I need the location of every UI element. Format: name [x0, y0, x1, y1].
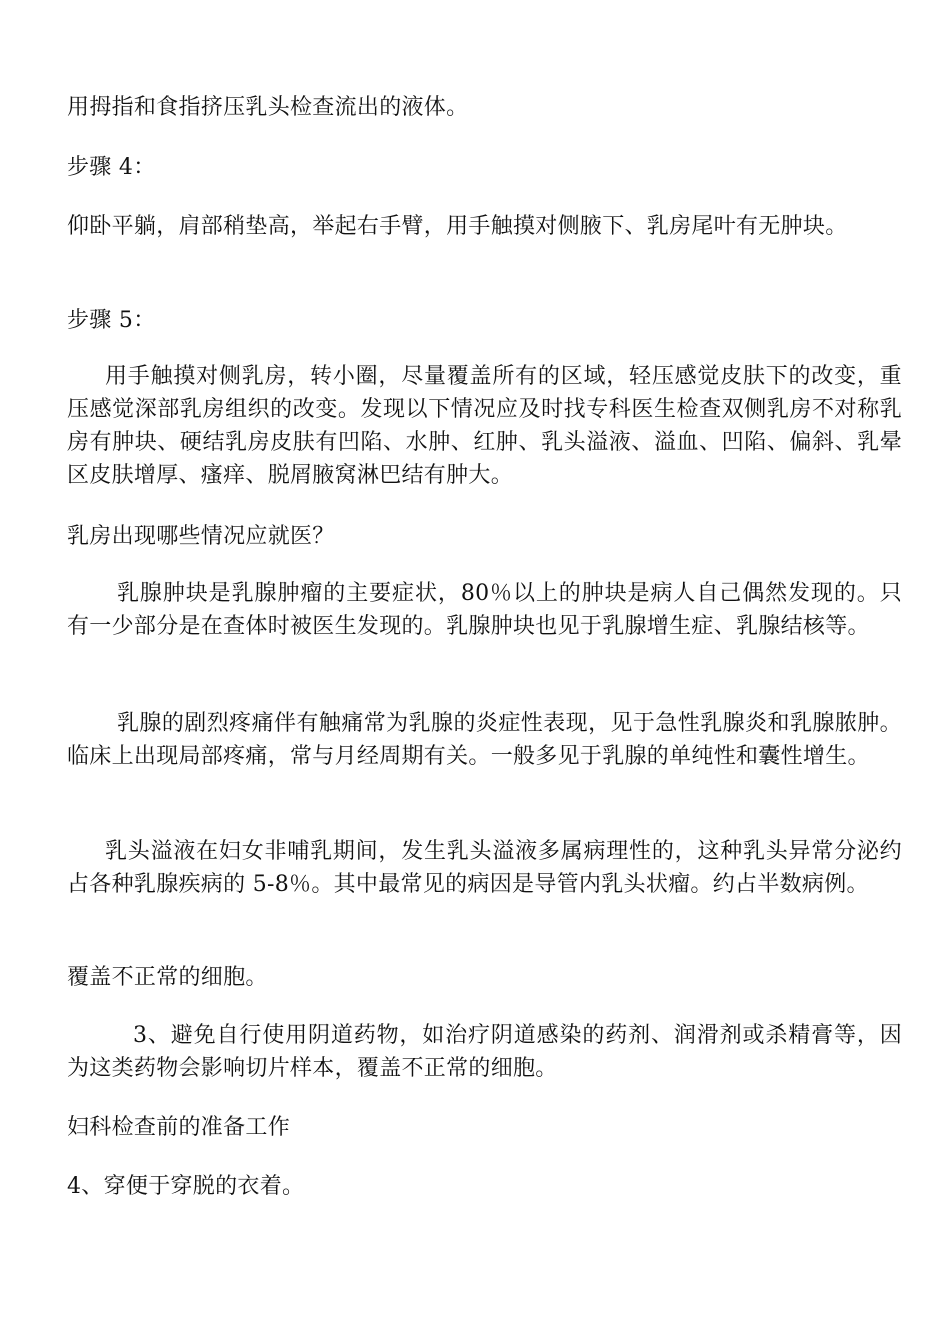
paragraph-breast-lump: 乳腺肿块是乳腺肿瘤的主要症状，80％以上的肿块是病人自己偶然发现的。只有一少部分是在查体时被医生发现的。乳腺肿块也见于乳腺增生症、乳腺结核等。: [67, 581, 902, 639]
paragraph-avoid-vaginal-medication: 3、避免自行使用阴道药物，如治疗阴道感染的药剂、润滑剂或杀精膏等，因为这类药物会影响切片样本，覆盖不正常的细胞。: [67, 1023, 902, 1081]
section-heading-when-to-see-doctor: 乳房出现哪些情况应就医？: [67, 524, 335, 549]
paragraph-breast-pain: 乳腺的剧烈疼痛伴有触痛常为乳腺的炎症性表现，见于急性乳腺炎和乳腺脓肿。临床上出现局部疼痛，常与月经周期有关。一般多见于乳腺的单纯性和囊性增生。: [67, 711, 902, 769]
section-heading-exam-preparation: 妇科检查前的准备工作: [67, 1115, 291, 1140]
paragraph-cover-abnormal-cells: 覆盖不正常的细胞。: [67, 965, 268, 990]
paragraph-nipple-check: 用拇指和食指挤压乳头检查流出的液体。: [67, 95, 469, 120]
paragraph-step-4: 仰卧平躺，肩部稍垫高，举起右手臂，用手触摸对侧腋下、乳房尾叶有无肿块。: [67, 214, 848, 239]
step-5-heading: 步骤 5：: [67, 308, 156, 333]
paragraph-nipple-discharge: 乳头溢液在妇女非哺乳期间，发生乳头溢液多属病理性的，这种乳头异常分泌约占各种乳腺疾病的 5-8％。其中最常见的病因是导管内乳头状瘤。约占半数病例。: [67, 839, 902, 897]
step-4-heading: 步骤 4：: [67, 155, 156, 180]
paragraph-step-5: 用手触摸对侧乳房，转小圈，尽量覆盖所有的区域，轻压感觉皮肤下的改变，重压感觉深部乳房组织的改变。发现以下情况应及时找专科医生检查双侧乳房不对称乳房有肿块、硬结乳房皮肤有凹陷、水肿、红肿、乳头溢液、溢血、凹陷、偏斜、乳晕区皮肤增厚、瘙痒、脱屑腋窝淋巴结有肿大。: [67, 364, 902, 488]
paragraph-comfortable-clothing: 4、穿便于穿脱的衣着。: [67, 1174, 305, 1199]
